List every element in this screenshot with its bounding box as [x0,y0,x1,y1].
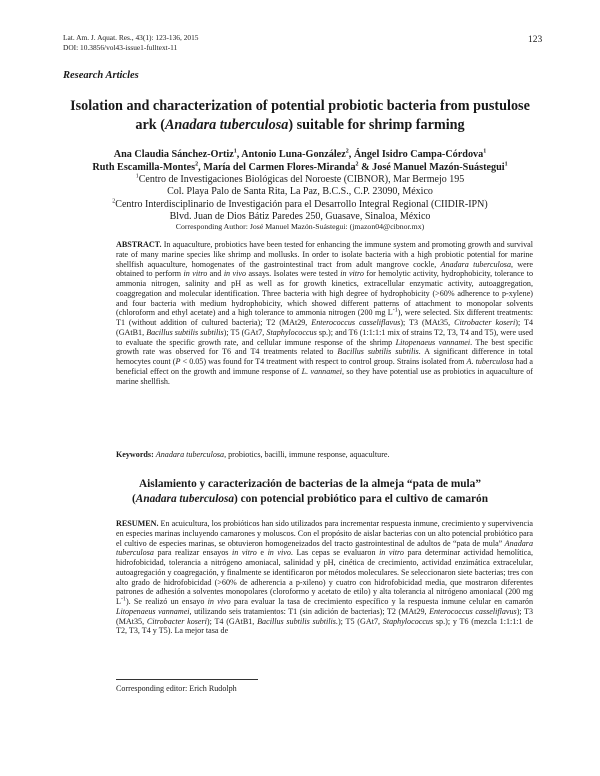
affiliation-marker: 2 [112,198,116,205]
affiliation-marker: 1 [233,148,237,155]
resumen-label: RESUMEN. [116,519,159,528]
affiliation-2-line-1 [70,199,530,211]
affiliations [70,174,530,224]
title-part-2: ) suitable for shrimp farming [288,117,465,133]
affiliation-1-line-1 [70,174,530,186]
affiliation-1-line-2: Col. Playa Palo de Santa Rita, La Paz, B.C.S., C.P. 23090, México [167,186,433,198]
abstract-label: ABSTRACT. [116,240,162,249]
affiliation-marker: 2 [345,148,349,155]
affiliation-2-line-2: Blvd. Juan de Dios Bátiz Paredes 250, Guasave, Sinaloa, México [169,211,431,223]
keywords-label: Keywords: [116,450,154,459]
keywords [116,450,533,460]
author-line-1: Ana Claudia Sánchez-Ortiz$^1$, Antonio Luna-González$^2$, Ángel Isidro Campa-Córdova$^1$ [113,148,487,160]
keyword-species: Anadara tuberculosa [155,450,225,459]
resumen: RESUMEN. En acuicultura, los probióticos han sido utilizados para incrementar respuesta inmune, crecimiento y supervivencia en especies marinas incluyendo camarones y moluscos. Con el propósito de aislar bacterias con un alto potencial probiótico para el cultivo de especies marinas, se obtuvieron homogeneizados del tracto gastrointestinal de adultos de “pata de mula” Anadara tuberculosa para realizar ensayos in vitro e in vivo. Las cepas se evaluaron in vitro para determinar actividad hemolítica, hidrofobicidad, tolerancia a nitrógeno amoniacal, salinidad y pH, cinética de crecimiento, actividad enzimática extracelular, autoagregación y coagregación, y finalmente se identificaron por métodos moleculares. Se seleccionaron siete bacterias; tres con alto grado de hidrofobicidad (>60% de adherencia a p-xileno) y cuatro con hidrofobicidad media, que mostraron diferentes patrones de adhesión a solventes monopolares (cloroformo y acetato de etilo) y alta tolerancia al nitrógeno amoniacal (200 mg $L^{-1}$). Se realizó un ensayo in vivo para evaluar la tasa de crecimiento específico y la respuesta inmune celular en camarón Litopenaeus vannamei, utilizando seis tratamientos: T1 (sin adición de bacterias); T2 (MAt29, Enterococcus casseliflavus); T3 (MAt35, Citrobacter koseri); T4 (GAtB1, Bacillus subtilis subtilis.); T5 (GAt7, Staphylococcus sp.); y T6 (mezcla 1:1:1:1 de T2, T3, T4 y T5). La mejor tasa de [116,519,534,636]
spanish-title-line-2: (Anadara tuberculosa) con potencial probiótico para el cultivo de camarón [132,492,488,505]
title-species: Anadara tuberculosa [164,117,289,133]
affiliation-marker: 1 [504,161,508,168]
affiliation-marker: 2 [195,161,199,168]
footnote-editor: Corresponding editor: Erich Rudolph [116,684,237,693]
title-part-1: Isolation and characterization of potential probiotic bacteria from pustulose ark ( [70,98,530,133]
corresponding-author: Corresponding Author: José Manuel Mazón-Suástegui: (jmazon04@cibnor.mx) [175,222,425,231]
affiliation-text: Centro Interdisciplinario de Investigación para el Desarrollo Integral Regional (CIIDIR-IPN) [115,198,488,210]
footnote-divider [116,679,258,680]
spanish-title [90,477,530,506]
affiliation-text: Centro de Investigaciones Biológicas del Noroeste (CIBNOR), Mar Bermejo 195 [138,174,465,185]
affiliation-marker: 2 [355,161,359,168]
doi-line: DOI: 10.3856/vol43-issue1-fulltext-11 [63,42,178,52]
page-number: 123 [528,35,543,45]
author-line-2: Ruth Escamilla-Montes$^2$, María del Carmen Flores-Miranda$^2$ & José Manuel Mazón-Suástegui$^1$ [92,161,508,173]
journal-citation: Lat. Am. J. Aquat. Res., 43(1): 123-136, 2015 [63,33,199,42]
author-name: Ángel Isidro Campa-Córdova [353,149,484,160]
journal-header [63,33,198,52]
keyword-list: , probiotics, bacilli, immune response, aquaculture. [224,450,390,459]
abstract: ABSTRACT. In aquaculture, probiotics have been tested for enhancing the immune system and promoting growth and survival rate of many marine species like shrimp and mollusks. In order to isolate bacteria with a high probiotic potential for marine shellfish aquaculture, homogenates of the gastrointestinal tract from adult mangrove cockle, Anadara tuberculosa, were obtained to perform in vitro and in vivo assays. Isolates were tested in vitro for hemolytic activity, hydrophobicity, tolerance to ammonia nitrogen, salinity and pH as well as for growth kinetics, extracellular enzymatic activity, autoaggregation, coaggregation and molecular identification. Three bacteria with high degree of hydrophobicity (>60% adherence to p-xylene) and four bacteria with medium hydrophobicity, which showed different patterns of attachment to monopolar solvents (chloroform and ethyl acetate) and a high tolerance to ammonia nitrogen (200 mg $L^{-1}$), were selected. Six different treatments: T1 (without addition of cultured bacteria); T2 (MAt29, Enterococcus casseliflavus); T3 (MAt35, Citrobacter koseri); T4 (GAtB1, Bacillus subtilis subtilis); T5 (GAt7, Staphylococcus sp.); and T6 (1:1:1:1 mix of strains T2, T3, T4 and T5), were used to evaluate the specific growth rate, and cellular immune response of the shrimp Litopenaeus vannamei. The best specific growth rate was observed for T6 and T4 treatments related to Bacillus subtilis subtilis. A significant difference in total hemocytes count (P < 0.05) was found for T4 treatment with respect to control group. Strains isolated from A. tuberculosa had a beneficial effect on the growth and immune response of L. vannamei, so they have potential use as probiotics in aquaculture of marine shellfish. [116,240,534,386]
section-label: Research Articles [63,70,139,81]
paper-title [70,97,530,135]
spanish-title-line-1: Aislamiento y caracterización de bacterias de la almeja “pata de mula” [139,478,481,490]
affiliation-marker: 1 [135,173,139,180]
author-name: Antonio Luna-González [241,149,346,160]
author-name: Ruth Escamilla-Montes [92,162,196,173]
author-list [70,148,530,174]
affiliation-marker: 1 [483,148,487,155]
author-name: Ana Claudia Sánchez-Ortiz [113,149,234,160]
author-name: María del Carmen Flores-Miranda [203,162,356,173]
author-name: José Manuel Mazón-Suástegui [372,162,505,173]
